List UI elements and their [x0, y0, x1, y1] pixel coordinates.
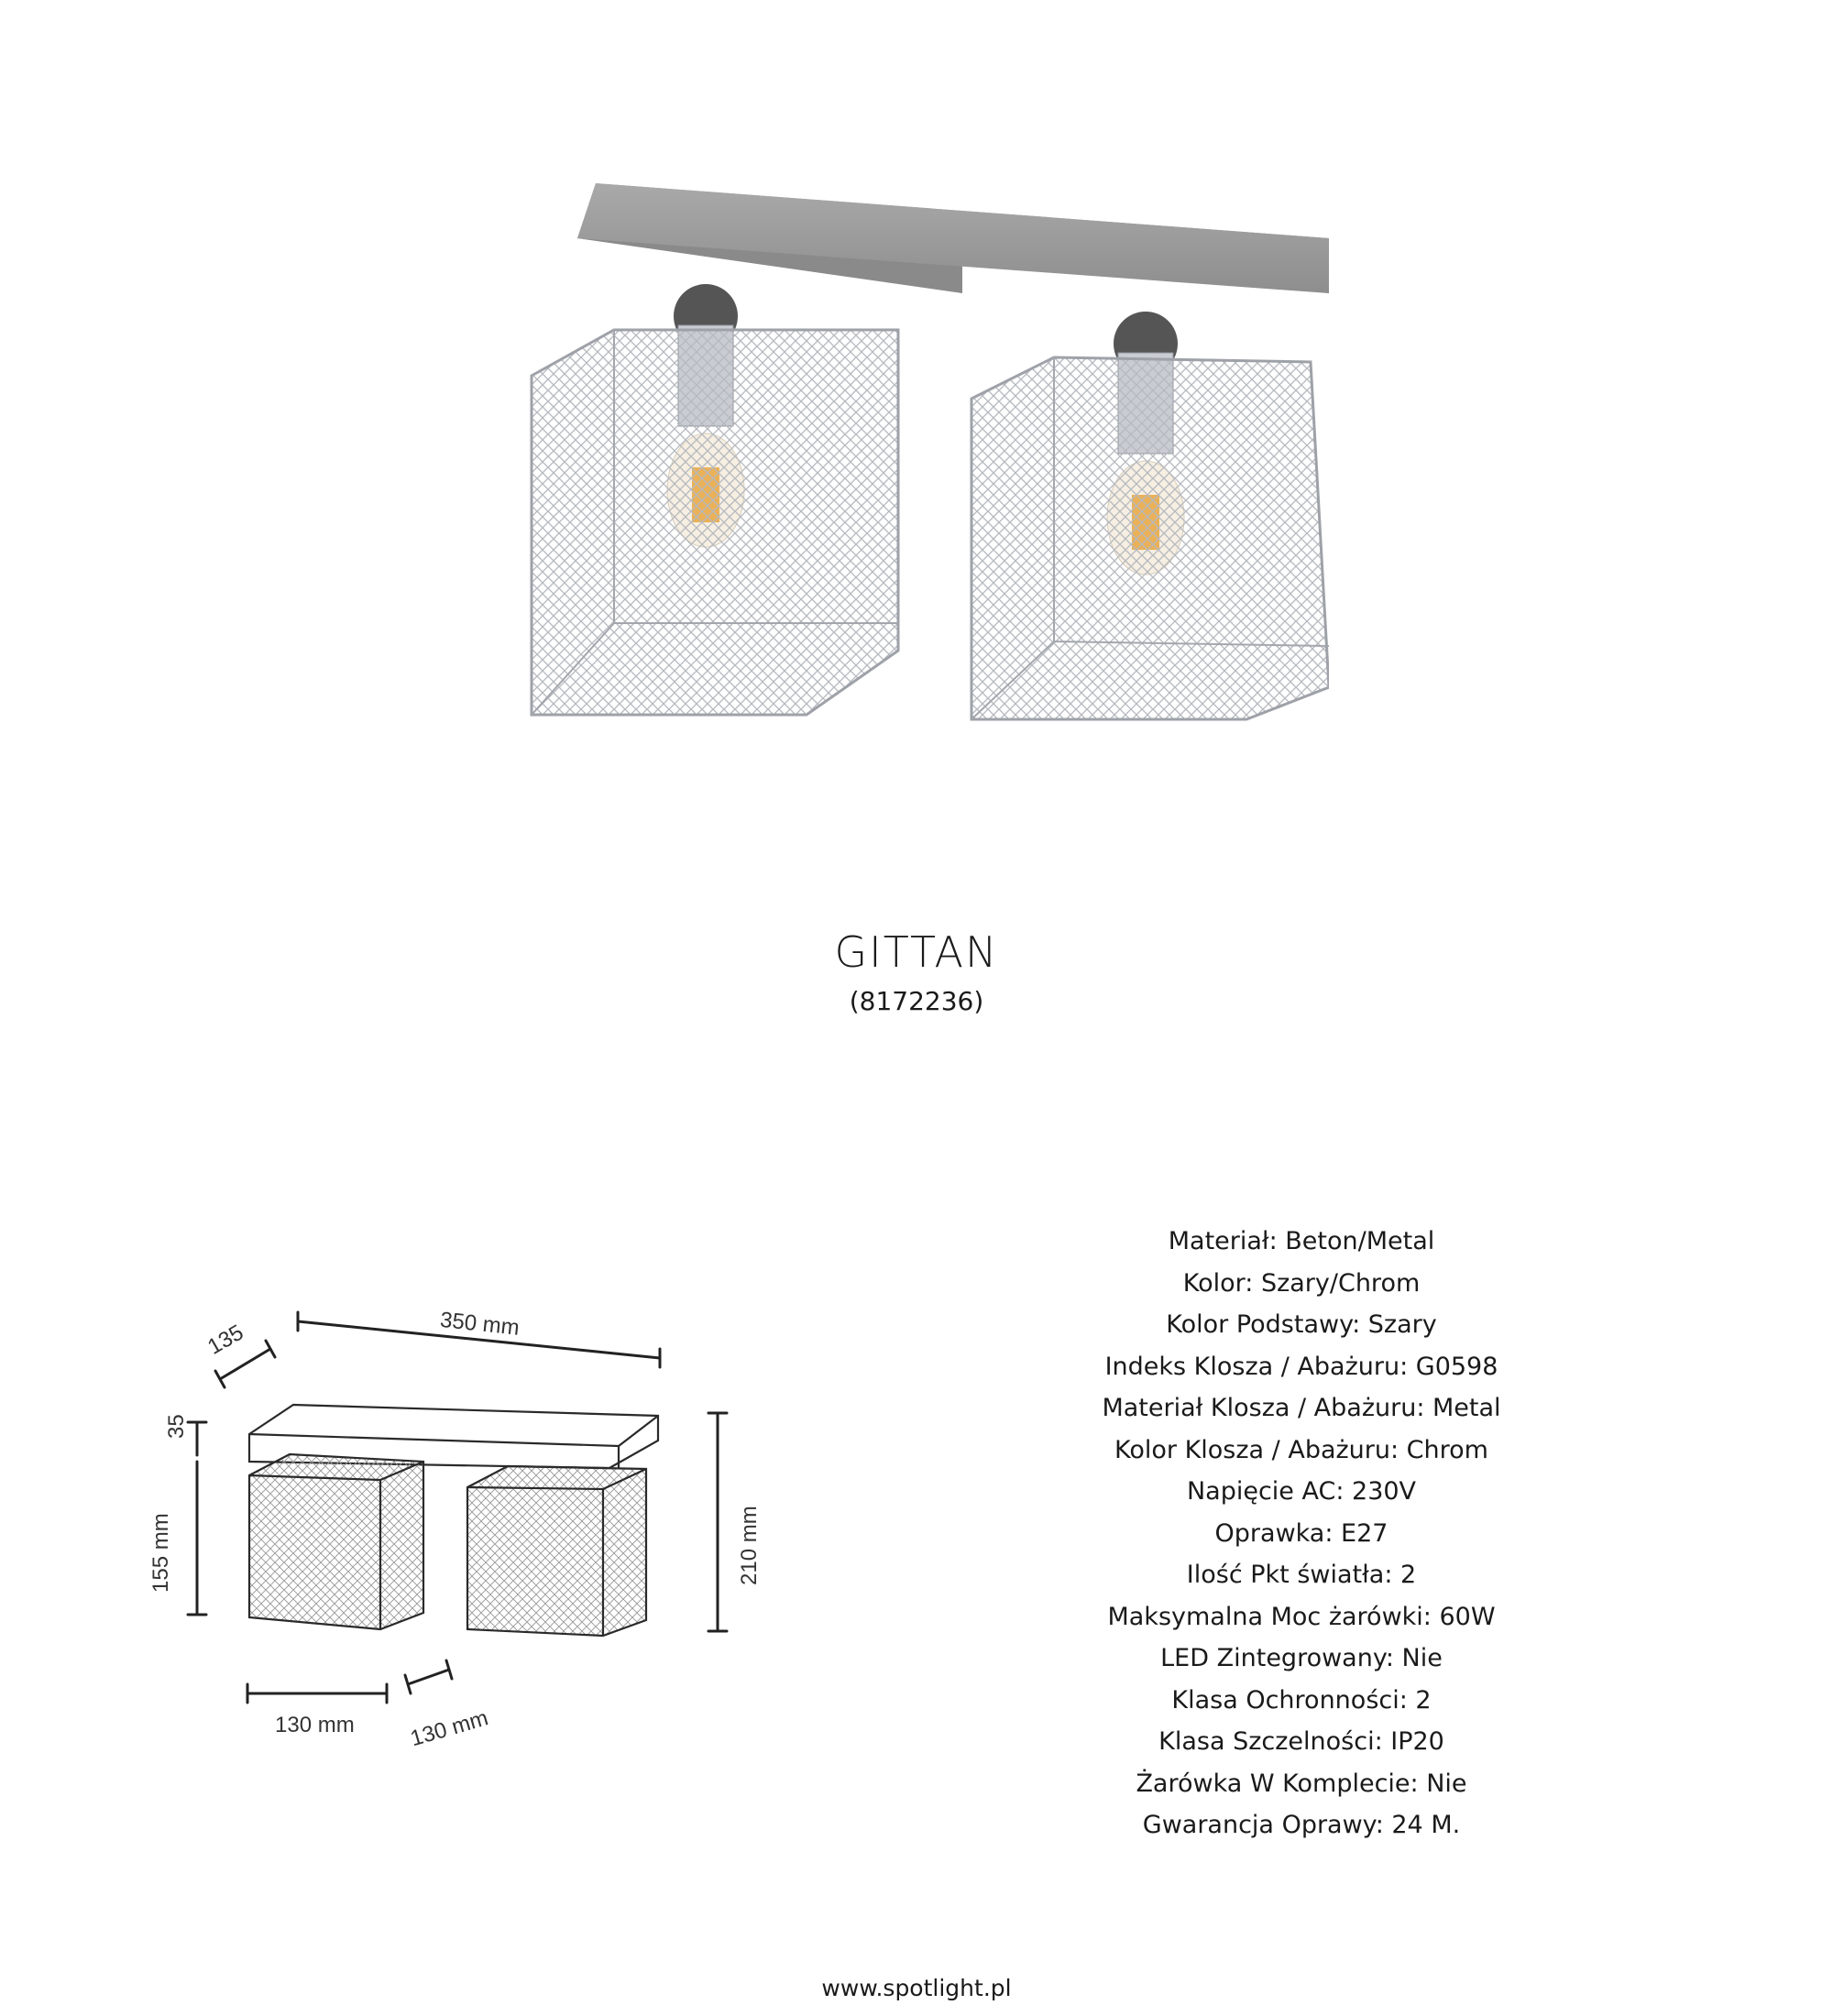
- spec-base-color: Kolor Podstawy: Szary: [1166, 1310, 1437, 1339]
- spec-shade-index: Indeks Klosza / Abażuru: G0598: [1104, 1352, 1498, 1381]
- spec-ingress-protection: Klasa Szczelności: IP20: [1158, 1727, 1444, 1756]
- website-link[interactable]: www.spotlight.pl: [821, 1975, 1012, 2001]
- dim-total-height-label: 210 mm: [737, 1506, 762, 1585]
- spec-color: Kolor: Szary/Chrom: [1182, 1268, 1421, 1298]
- spec-socket: Oprawka: E27: [1214, 1518, 1388, 1548]
- dim-shade-height-label: 155 mm: [148, 1513, 173, 1593]
- spec-protection-class: Klasa Ochronności: 2: [1171, 1685, 1432, 1715]
- spec-light-points: Ilość Pkt światła: 2: [1186, 1561, 1417, 1589]
- spec-bulb-included: Żarówka W Komplecie: Nie: [1136, 1769, 1467, 1798]
- dimension-drawing: [128, 1274, 825, 1769]
- product-name: GITTAN: [834, 927, 999, 977]
- dim-shade-width-label: 130 mm: [275, 1713, 355, 1737]
- spec-max-power: Maksymalna Moc żarówki: 60W: [1107, 1602, 1496, 1631]
- left-mesh-shade: [532, 284, 898, 715]
- dim-base-height-label: 35: [164, 1414, 189, 1439]
- dim-depth-label: 135: [203, 1320, 248, 1360]
- spec-warranty: Gwarancja Oprawy: 24 M.: [1142, 1811, 1461, 1839]
- right-mesh-shade: [971, 312, 1329, 719]
- specifications-list: [1054, 1221, 1549, 1846]
- lamp-outline: [249, 1405, 658, 1636]
- spec-shade-material: Materiał Klosza / Abażuru: Metal: [1102, 1394, 1501, 1422]
- spec-material: Materiał: Beton/Metal: [1168, 1227, 1435, 1255]
- spec-voltage: Napięcie AC: 230V: [1186, 1477, 1417, 1506]
- dim-width-label: 350 mm: [438, 1307, 521, 1341]
- spec-shade-color: Kolor Klosza / Abażuru: Chrom: [1114, 1435, 1488, 1464]
- product-code: (8172236): [849, 986, 984, 1016]
- dim-shade-depth-label: 130 mm: [407, 1705, 491, 1752]
- spec-integrated-led: LED Zintegrowany: Nie: [1160, 1644, 1443, 1672]
- product-photo: [504, 165, 1329, 733]
